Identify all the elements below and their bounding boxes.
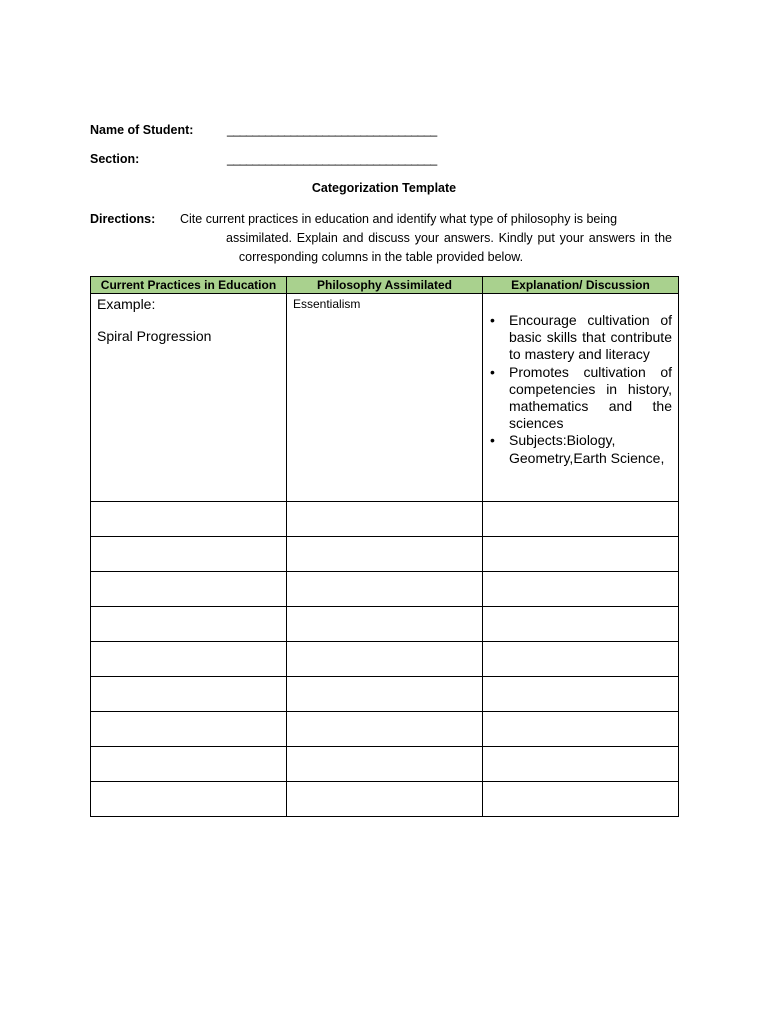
- bullet-icon: •: [490, 363, 495, 380]
- table-cell[interactable]: [91, 572, 287, 607]
- table-cell[interactable]: [483, 747, 679, 782]
- example-philosophy: Essentialism: [293, 297, 361, 311]
- explanation-list: [483, 312, 678, 467]
- table-cell[interactable]: [91, 747, 287, 782]
- table-row: [91, 537, 679, 572]
- header-current-practices: Current Practices in Education: [91, 277, 287, 294]
- example-explanation-cell[interactable]: [483, 294, 679, 502]
- section-label: Section:: [90, 152, 140, 166]
- explanation-item: • Promotes cultivation of competencies in history, mathematics and the sciences: [490, 363, 672, 432]
- example-practice: Spiral Progression: [97, 328, 212, 344]
- directions-label: Directions:: [90, 212, 156, 226]
- table-cell[interactable]: [483, 642, 679, 677]
- table-cell[interactable]: [483, 502, 679, 537]
- explanation-item: • Encourage cultivation of basic skills that contribute to mastery and literacy: [490, 312, 672, 363]
- example-practice-cell[interactable]: [91, 294, 287, 502]
- categorization-table: [90, 276, 679, 817]
- bullet-icon: •: [490, 312, 495, 328]
- table-cell[interactable]: [287, 502, 483, 537]
- directions-text-line-3: corresponding columns in the table provided below.: [238, 250, 524, 264]
- table-cell[interactable]: [287, 782, 483, 817]
- table-cell[interactable]: [91, 607, 287, 642]
- table-row: [91, 607, 679, 642]
- table-cell[interactable]: [287, 712, 483, 747]
- directions-text-line-1: Cite current practices in education and identify what type of philosophy is being: [180, 212, 618, 226]
- table-cell[interactable]: [287, 747, 483, 782]
- table-header-row: [91, 277, 679, 294]
- table-row: [91, 712, 679, 747]
- table-cell[interactable]: [287, 677, 483, 712]
- table-cell[interactable]: [91, 677, 287, 712]
- table-row: [91, 502, 679, 537]
- example-philosophy-cell[interactable]: [287, 294, 483, 502]
- table-cell[interactable]: [91, 712, 287, 747]
- section-field[interactable]: _________________________________: [227, 152, 437, 166]
- table-cell[interactable]: [483, 572, 679, 607]
- directions-text-line-2: assimilated. Explain and discuss your answers. Kindly put your answers in the: [226, 231, 672, 245]
- student-name-field[interactable]: _________________________________: [227, 123, 437, 137]
- table-cell[interactable]: [91, 642, 287, 677]
- table-cell[interactable]: [287, 537, 483, 572]
- table-row-example: [91, 294, 679, 502]
- table-row: [91, 677, 679, 712]
- table-cell[interactable]: [483, 782, 679, 817]
- student-name-label: Name of Student:: [90, 123, 194, 137]
- page-title: Categorization Template: [311, 181, 457, 195]
- table-row: [91, 572, 679, 607]
- explanation-item: • Subjects:Biology, Geometry,Earth Science,: [490, 432, 665, 466]
- header-explanation: Explanation/ Discussion: [483, 277, 679, 294]
- table-cell[interactable]: [287, 642, 483, 677]
- table-cell[interactable]: [91, 537, 287, 572]
- table-row: [91, 747, 679, 782]
- table-cell[interactable]: [483, 712, 679, 747]
- table-cell[interactable]: [483, 537, 679, 572]
- bullet-icon: •: [490, 432, 495, 449]
- table-cell[interactable]: [287, 607, 483, 642]
- table-row: [91, 642, 679, 677]
- table-cell[interactable]: [287, 572, 483, 607]
- header-philosophy: Philosophy Assimilated: [287, 277, 483, 294]
- table-cell[interactable]: [483, 607, 679, 642]
- table-cell[interactable]: [91, 782, 287, 817]
- table-row: [91, 782, 679, 817]
- table-cell[interactable]: [91, 502, 287, 537]
- table-cell[interactable]: [483, 677, 679, 712]
- example-label: Example:: [97, 296, 156, 312]
